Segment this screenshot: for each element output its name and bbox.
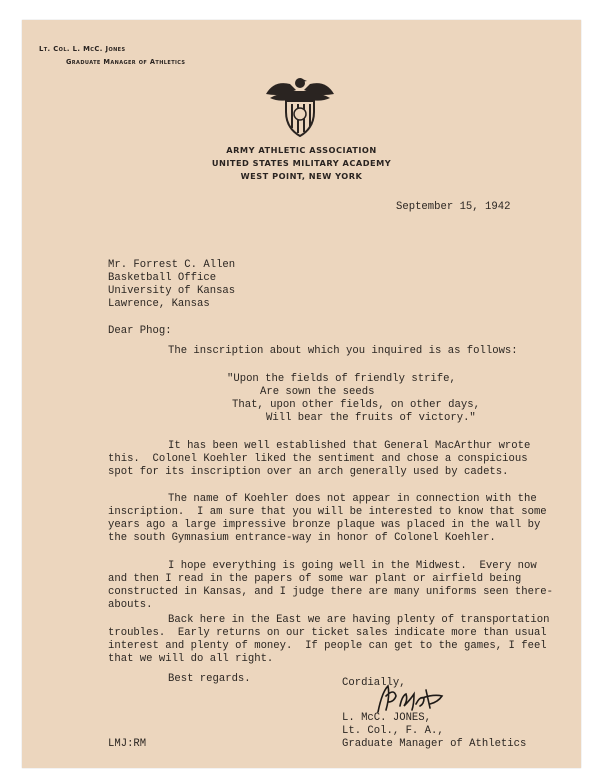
poem-line-2: Are sown the seeds: [260, 386, 375, 398]
para3-line-3: constructed in Kansas, and I judge there are many uniforms seen there-: [108, 586, 554, 598]
para2-line-3: years ago a large impressive bronze plaque was placed in the wall by: [108, 519, 541, 531]
para3-line-1: I hope everything is going well in the Midwest. Every now: [168, 560, 537, 572]
letter-date: September 15, 1942: [396, 201, 511, 213]
salutation: Dear Phog:: [108, 325, 172, 337]
letterhead-sender-name: Lt. Col. L. McC. Jones: [39, 45, 126, 53]
para3-line-2: and then I read in the papers of some war plant or airfield being: [108, 573, 522, 585]
org-line-3: WEST POINT, NEW YORK: [240, 171, 363, 181]
letterhead-sender-title: Graduate Manager of Athletics: [66, 58, 186, 66]
poem-line-4: Will bear the fruits of victory.": [266, 412, 476, 424]
poem-line-3: That, upon other fields, on other days,: [232, 399, 480, 411]
para3-line-4: abouts.: [108, 599, 153, 611]
recipient-line-2: Basketball Office: [108, 272, 217, 284]
regards-line: Best regards.: [168, 673, 251, 685]
letter-page: [22, 20, 581, 768]
handwritten-signature-icon: [372, 682, 452, 716]
signature-title: Graduate Manager of Athletics: [342, 738, 527, 750]
para2-line-1: The name of Koehler does not appear in connection with the: [168, 493, 537, 505]
para4-line-1: Back here in the East we are having plenty of transportation: [168, 614, 550, 626]
intro-line: The inscription about which you inquired is as follows:: [168, 345, 518, 357]
closing-line: Cordially,: [342, 677, 406, 689]
recipient-line-4: Lawrence, Kansas: [108, 298, 210, 310]
recipient-line-1: Mr. Forrest C. Allen: [108, 259, 236, 271]
para2-line-4: the south Gymnasium entrance-way in honor of Colonel Koehler.: [108, 532, 496, 544]
org-line-1: ARMY ATHLETIC ASSOCIATION: [226, 145, 377, 155]
para4-line-2: troubles. Early returns on our ticket sales indicate more than usual: [108, 627, 547, 639]
para4-line-4: that we will do all right.: [108, 653, 274, 665]
recipient-line-3: University of Kansas: [108, 285, 236, 297]
signature-name: L. McC. JONES,: [342, 712, 432, 724]
eagle-crest-icon: [260, 72, 340, 142]
para1-line-2: this. Colonel Koehler liked the sentiment and chose a conspicious: [108, 453, 528, 465]
reference-initials: LMJ:RM: [108, 738, 147, 750]
para1-line-1: It has been well established that General MacArthur wrote: [168, 440, 531, 452]
para4-line-3: interest and plenty of money. If people can get to the games, I feel: [108, 640, 547, 652]
poem-line-1: "Upon the fields of friendly strife,: [227, 373, 456, 385]
signature-rank: Lt. Col., F. A.,: [342, 725, 444, 737]
para1-line-3: spot for its inscription over an arch generally used by cadets.: [108, 466, 509, 478]
para2-line-2: inscription. I am sure that you will be interested to know that some: [108, 506, 547, 518]
org-line-2: UNITED STATES MILITARY ACADEMY: [211, 158, 392, 168]
